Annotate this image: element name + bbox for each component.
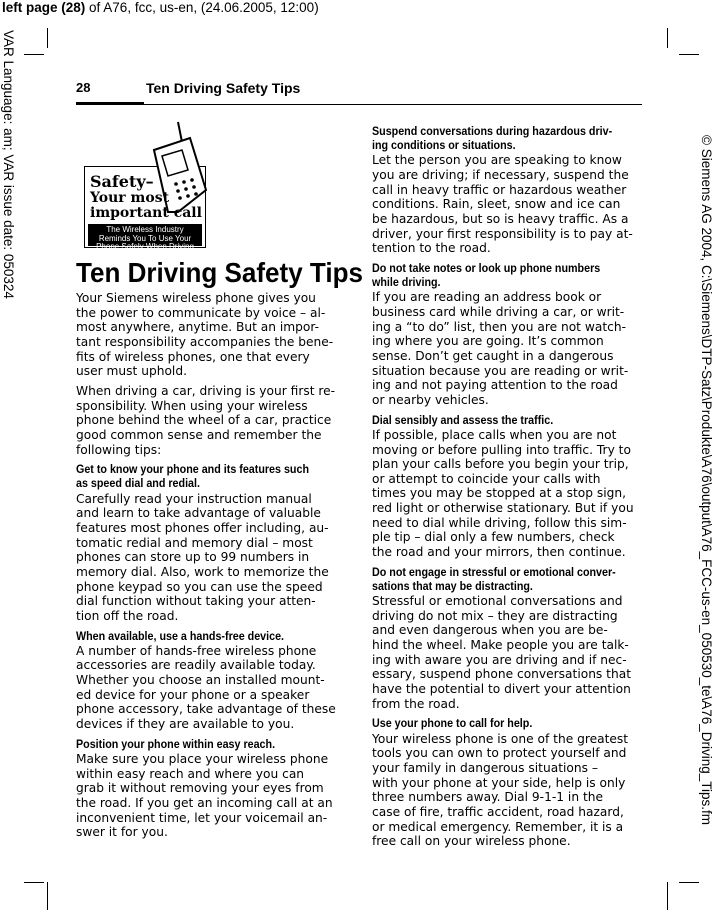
safety-logo-band-line: The Wireless Industry (106, 225, 184, 234)
safety-logo-line1: Safety– (90, 172, 154, 191)
text-line: Make sure you place your wireless phone (76, 750, 329, 766)
text-line: or attempt to coincide your calls with (372, 470, 601, 486)
side-note-right (698, 135, 715, 905)
text-line: ing where you are going. It’s common (372, 333, 604, 349)
text-line: phone keypad so you can use the speed (76, 578, 323, 594)
text-line: three numbers away. Dial 9-1-1 in the (372, 789, 603, 805)
crop-mark (24, 54, 44, 55)
header-rule-thick (76, 102, 144, 105)
text-line: driving do not mix – they are distracting (372, 607, 618, 623)
text-line: hind the wheel. Make people you are talk- (372, 637, 629, 653)
text-line: ing and not paying attention to the road (372, 377, 618, 393)
text-line: sense. Don’t get caught in a dangerous (372, 348, 614, 364)
text-line: Suspend conversations during hazardous driv- (372, 124, 613, 138)
text-line: following tips: (76, 441, 162, 457)
text-line: from the road. (372, 695, 460, 711)
safety-logo-band-line: Phone Safely When Driving (96, 242, 194, 252)
text-line: features most phones offer including, au- (76, 519, 329, 535)
text-line: memory dial. Also, work to memorize the (76, 563, 329, 579)
text-line: moving or before pulling into traffic. Try to (372, 441, 631, 457)
text-line: Do not engage in stressful or emotional conver- (372, 564, 616, 579)
paragraph (76, 644, 346, 732)
text-line: tention to the road. (372, 240, 491, 256)
paragraph (372, 732, 642, 849)
tip-heading (372, 261, 645, 289)
side-note-left (0, 30, 17, 330)
text-line: If possible, place calls when you are not (372, 426, 617, 442)
text-line: call in heavy traffic or hazardous weather (372, 181, 627, 197)
text-line: Dial sensibly and assess the traffic. (372, 412, 554, 427)
text-line: case of fire, traffic accident, road hazard, (372, 803, 624, 819)
page-number: 28 (76, 80, 91, 95)
text-line: Your Siemens wireless phone gives you (76, 290, 316, 305)
safety-logo-band (88, 224, 202, 252)
text-line: When available, use a hands-free device. (76, 628, 285, 643)
text-line: be hazardous, but so is heavy traffic. As a (372, 211, 629, 227)
text-line: sations that may be distracting. (372, 578, 533, 593)
left-column (76, 291, 346, 845)
crop-mark (667, 28, 668, 48)
crop-mark (24, 882, 44, 883)
text-line: driver, your first responsibility is to pay at- (372, 225, 633, 241)
text-line: times you may be stopped at a stop sign, (372, 485, 627, 501)
text-line: tools you can own to protect yourself and (372, 745, 627, 761)
page-title: Ten Driving Safety Tips (76, 257, 363, 288)
text-line: need to dial while driving, follow this sim- (372, 514, 627, 530)
text-line: red light or otherwise stationary. But if you (372, 500, 634, 516)
text-line: business card while driving a car, or writ- (372, 304, 625, 320)
text-line: sponsibility. When using your wireless (76, 397, 308, 413)
print-header-info: of A76, fcc, us-en, (24.06.2005, 12:00) (85, 0, 319, 15)
text-line: accessories are readily available today. (76, 657, 316, 673)
running-head: Ten Driving Safety Tips (146, 80, 301, 96)
tip-heading (372, 716, 645, 730)
print-header (2, 0, 319, 15)
text-line: the power to communicate by voice – al- (76, 304, 326, 320)
crop-mark (47, 882, 48, 910)
side-note-left-text: VAR Language: am; VAR issue date: 050324 (1, 30, 16, 299)
text-line: the road. If you get an incoming call at an (76, 794, 333, 810)
paragraph (76, 752, 346, 840)
text-line: tion off the road. (76, 607, 179, 623)
text-line: and learn to take advantage of valuable (76, 505, 321, 521)
text-line: fits of wireless phones, one that every (76, 348, 310, 364)
text-line: swer it for you. (76, 824, 168, 840)
text-line: within easy reach and where you can (76, 765, 305, 781)
text-line: essary, suspend phone conversations that (372, 666, 631, 682)
text-line: or nearby vehicles. (372, 392, 489, 407)
side-note-right-text: © Siemens AG 2004, C:\Siemens\DTP-Satz\Produkte\A76\output\A76_FCC-us-en_050530_te\A76_Driving_Tips.fm (699, 135, 714, 826)
text-line: have the potential to divert your attention (372, 681, 631, 697)
text-line: the road and your mirrors, then continue. (372, 544, 626, 560)
text-line: If you are reading an address book or (372, 289, 602, 305)
text-line: ed device for your phone or a speaker (76, 686, 310, 702)
text-line: Your wireless phone is one of the greatest (372, 730, 629, 746)
text-line: most anywhere, anytime. But an impor- (76, 319, 320, 335)
paragraph (76, 291, 346, 379)
paragraph (76, 384, 346, 457)
text-line: user must uphold. (76, 363, 187, 379)
text-line: A number of hands-free wireless phone (76, 642, 317, 658)
tip-heading (76, 737, 349, 751)
print-header-page: left page (28) (2, 0, 86, 15)
paragraph (372, 594, 642, 711)
text-line: Carefully read your instruction manual (76, 490, 312, 506)
crop-mark (667, 882, 668, 910)
text-line: Do not take notes or look up phone numbers (372, 261, 601, 275)
safety-logo-band-line: Reminds You To Use Your (98, 233, 192, 243)
tip-heading (76, 462, 349, 490)
crop-mark (679, 882, 699, 883)
text-line: your family in dangerous situations – (372, 759, 598, 775)
text-line: inconvenient time, let your voicemail an- (76, 809, 328, 825)
text-line: dial function without taking your atten- (76, 593, 316, 609)
paragraph (372, 428, 642, 560)
text-line: with your phone at your side, help is only (372, 774, 626, 790)
paragraph (372, 290, 642, 407)
text-line: while driving. (372, 275, 441, 290)
paragraph (76, 492, 346, 624)
tip-heading (76, 629, 349, 643)
text-line: Whether you choose an installed mount- (76, 672, 325, 688)
text-line: ing a “to do” list, then you are not watch- (372, 318, 627, 334)
text-line: Let the person you are speaking to know (372, 152, 622, 168)
text-line: tomatic redial and memory dial – most (76, 534, 313, 550)
text-line: tant responsibility accompanies the bene- (76, 333, 334, 349)
crop-mark (679, 54, 699, 55)
header-rule (144, 104, 642, 105)
text-line: phones can store up to 99 numbers in (76, 549, 310, 565)
crop-mark (47, 28, 48, 48)
text-line: Position your phone within easy reach. (76, 736, 276, 751)
text-line: ing conditions or situations. (372, 138, 516, 153)
text-line: phone behind the wheel of a car, practice (76, 412, 332, 428)
safety-logo-line3: important call (90, 205, 202, 221)
text-line: you are driving; if necessary, suspend the (372, 167, 629, 183)
right-column (372, 124, 642, 854)
text-line: Get to know your phone and its features such (76, 462, 310, 477)
safety-logo (84, 120, 208, 250)
text-line: When driving a car, driving is your first re- (76, 382, 336, 398)
text-line: as speed dial and redial. (76, 476, 200, 491)
text-line: and even dangerous when you are be- (372, 622, 608, 638)
text-line: free call on your wireless phone. (372, 833, 571, 849)
text-line: or medical emergency. Remember, it is a (372, 818, 624, 834)
tip-heading (372, 124, 645, 152)
text-line: plan your calls before you begin your trip, (372, 456, 629, 472)
tip-heading (372, 565, 645, 593)
text-line: devices if they are available to you. (76, 716, 295, 732)
text-line: ple tip – dial only a few numbers, check (372, 529, 615, 545)
text-line: conditions. Rain, sleet, snow and ice can (372, 196, 621, 212)
safety-logo-line2: Your most (90, 190, 170, 206)
text-line: good common sense and remember the (76, 426, 322, 442)
text-line: grab it without removing your eyes from (76, 780, 324, 796)
tip-heading (372, 413, 645, 427)
paragraph (372, 153, 642, 256)
text-line: Use your phone to call for help. (372, 716, 533, 731)
text-line: ing with aware you are driving and if nec- (372, 651, 627, 667)
text-line: situation because you are reading or writ- (372, 362, 629, 378)
text-line: phone accessory, take advantage of these (76, 701, 336, 717)
text-line: Stressful or emotional conversations and (372, 593, 623, 609)
